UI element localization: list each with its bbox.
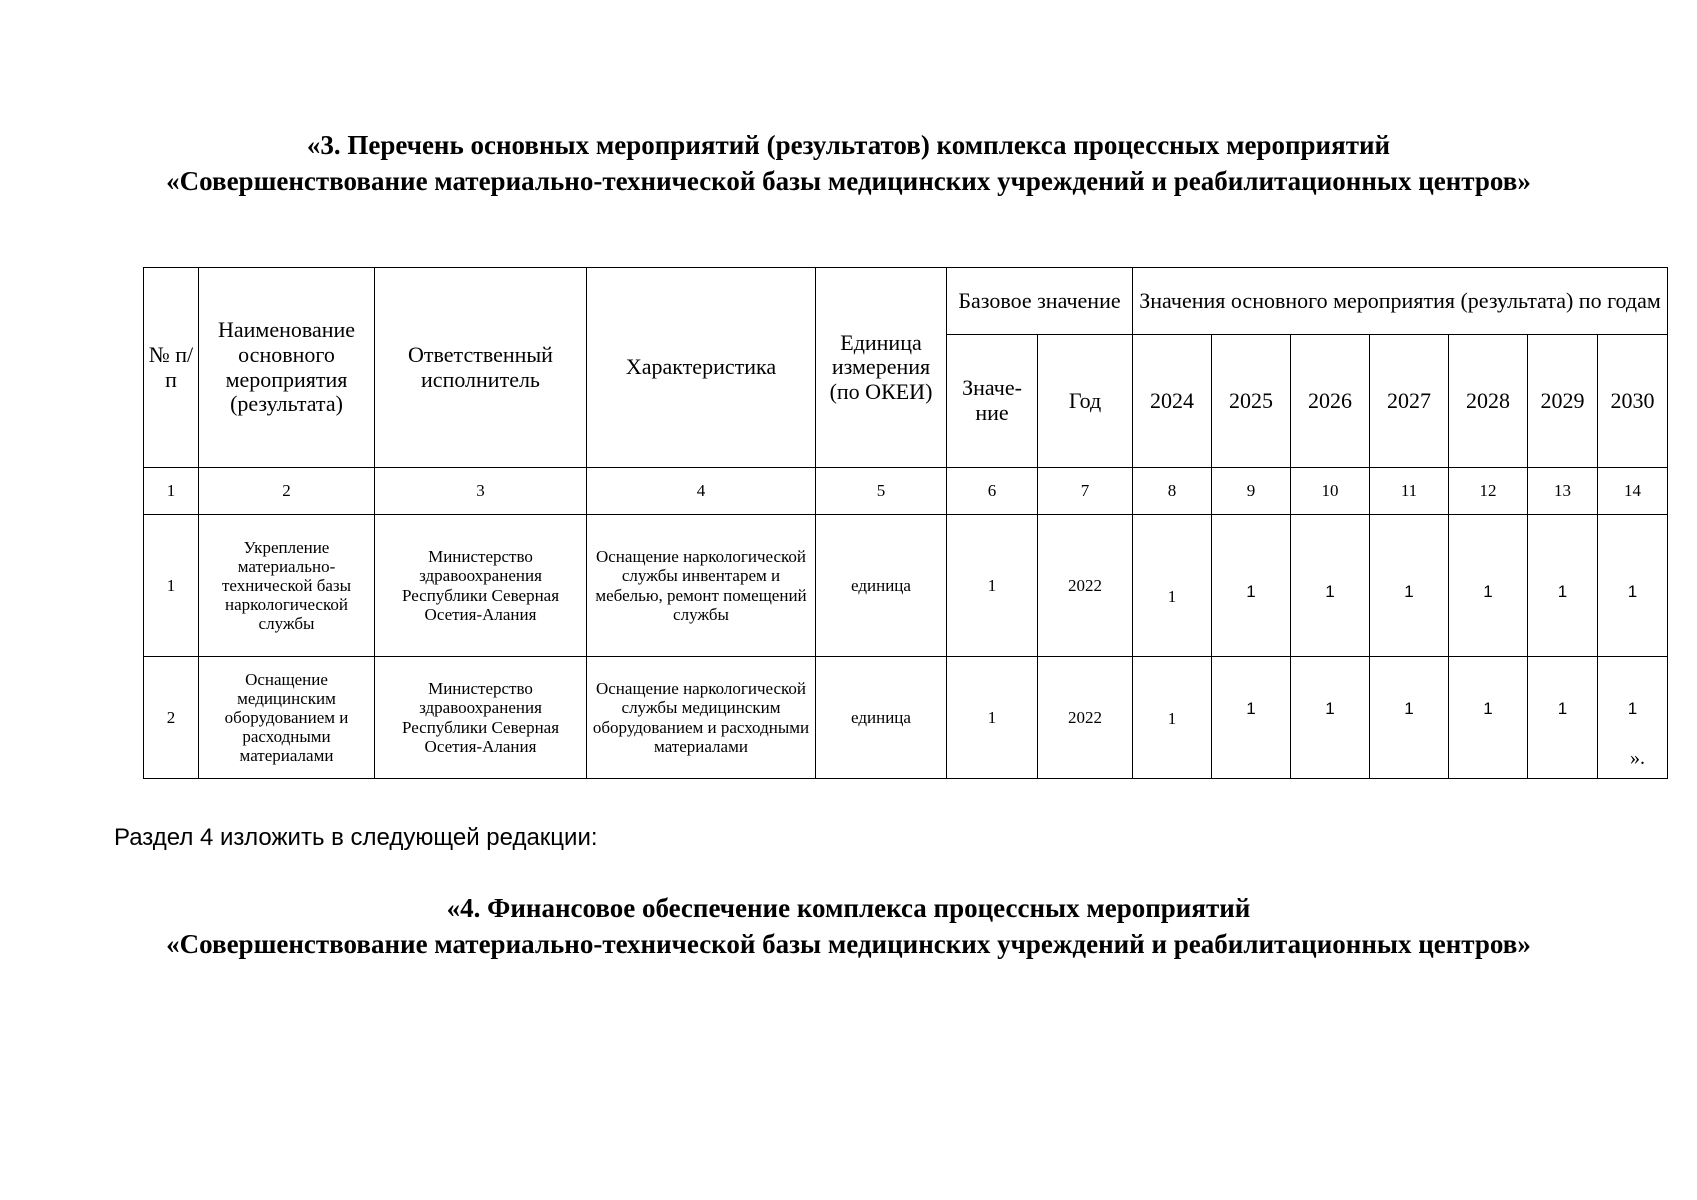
- row-value-2025: 1: [1212, 657, 1291, 779]
- column-number: 1: [144, 468, 199, 515]
- column-number: 5: [816, 468, 947, 515]
- row-base-year: 2022: [1038, 657, 1133, 779]
- row-value-2024: 1: [1133, 515, 1212, 657]
- table-row: [144, 515, 1668, 657]
- header-year-2027: 2027: [1370, 335, 1449, 468]
- section4-title-line2: «Совершенствование материально-технической базы медицинских учреждений и реабилитационных центров»: [166, 929, 1531, 959]
- header-unit: Единица измерения (по ОКЕИ): [816, 268, 947, 468]
- row-unit: единица: [816, 515, 947, 657]
- row-value-2030: 1: [1598, 657, 1668, 779]
- header-num: № п/п: [144, 268, 199, 468]
- header-executor: Ответственный исполнитель: [375, 268, 587, 468]
- activities-table: [143, 267, 1668, 779]
- row-executor: Министерство здравоохранения Республики Северная Осетия-Алания: [375, 657, 587, 779]
- column-number: 2: [199, 468, 375, 515]
- row-name: Укрепление материально-технической базы наркологической службы: [199, 515, 375, 657]
- header-name: Наименование основного мероприятия (результата): [199, 268, 375, 468]
- header-base: Базовое значение: [947, 268, 1133, 335]
- row-value-2026: 1: [1291, 515, 1370, 657]
- column-number: 12: [1449, 468, 1528, 515]
- row-executor: Министерство здравоохранения Республики Северная Осетия-Алания: [375, 515, 587, 657]
- header-year-2024: 2024: [1133, 335, 1212, 468]
- row-value-2024: 1: [1133, 657, 1212, 779]
- header-year-2029: 2029: [1528, 335, 1598, 468]
- column-number-row: [144, 468, 1668, 515]
- row-value-2028: 1: [1449, 657, 1528, 779]
- section3-title-line2: «Совершенствование материально-технической базы медицинских учреждений и реабилитационных центров»: [166, 166, 1531, 196]
- section4-heading: [0, 890, 1697, 962]
- row-value-2027: 1: [1370, 515, 1449, 657]
- row-value-2026: 1: [1291, 657, 1370, 779]
- column-number: 10: [1291, 468, 1370, 515]
- row-value-2028: 1: [1449, 515, 1528, 657]
- row-base-value: 1: [947, 657, 1038, 779]
- row-num: 2: [144, 657, 199, 779]
- header-values-by-year: Значения основного мероприятия (результата) по годам: [1133, 268, 1668, 335]
- header-year-2026: 2026: [1291, 335, 1370, 468]
- header-characteristic: Характеристика: [587, 268, 816, 468]
- instruction-text: Раздел 4 изложить в следующей редакции:: [114, 824, 598, 851]
- column-number: 13: [1528, 468, 1598, 515]
- header-base-year: Год: [1038, 335, 1133, 468]
- row-base-year: 2022: [1038, 515, 1133, 657]
- column-number: 3: [375, 468, 587, 515]
- column-number: 7: [1038, 468, 1133, 515]
- table-closing-quote: ».: [1630, 747, 1645, 769]
- column-number: 11: [1370, 468, 1449, 515]
- header-row-1: [144, 268, 1668, 335]
- header-year-2028: 2028: [1449, 335, 1528, 468]
- row-value-2025: 1: [1212, 515, 1291, 657]
- row-base-value: 1: [947, 515, 1038, 657]
- row-name: Оснащение медицинским оборудованием и расходными материалами: [199, 657, 375, 779]
- column-number: 6: [947, 468, 1038, 515]
- row-value-2029: 1: [1528, 657, 1598, 779]
- section3-heading: [0, 127, 1697, 199]
- row-value-2029: 1: [1528, 515, 1598, 657]
- column-number: 14: [1598, 468, 1668, 515]
- section4-title-line1: «4. Финансовое обеспечение комплекса процессных мероприятий: [446, 893, 1251, 923]
- column-number: 8: [1133, 468, 1212, 515]
- row-characteristic: Оснащение наркологической службы инвентарем и мебелью, ремонт помещений службы: [587, 515, 816, 657]
- header-year-2025: 2025: [1212, 335, 1291, 468]
- column-number: 4: [587, 468, 816, 515]
- header-year-2030: 2030: [1598, 335, 1668, 468]
- column-number: 9: [1212, 468, 1291, 515]
- section3-title-line1: «3. Перечень основных мероприятий (результатов) комплекса процессных мероприятий: [306, 130, 1391, 160]
- row-num: 1: [144, 515, 199, 657]
- row-characteristic: Оснащение наркологической службы медицинским оборудованием и расходными материалами: [587, 657, 816, 779]
- header-base-value: Значе-ние: [947, 335, 1038, 468]
- row-value-2027: 1: [1370, 657, 1449, 779]
- row-unit: единица: [816, 657, 947, 779]
- table-row: [144, 657, 1668, 779]
- row-value-2030: 1: [1598, 515, 1668, 657]
